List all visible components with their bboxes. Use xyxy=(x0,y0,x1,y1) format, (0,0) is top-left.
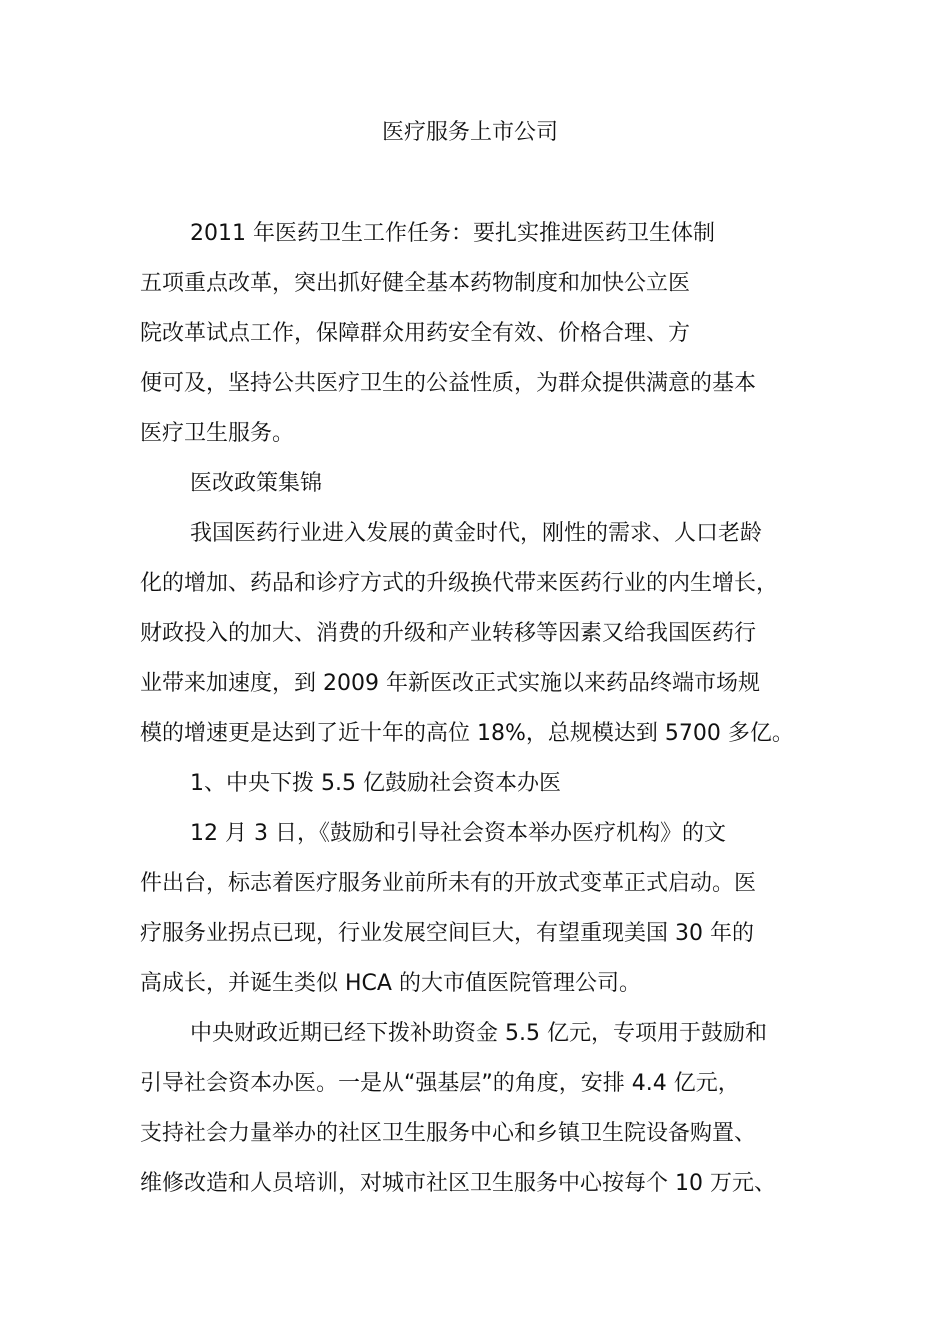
document-body xyxy=(140,209,820,1209)
paragraph-line: 医疗卫生服务。 xyxy=(140,421,295,446)
paragraph-line: 2011 年医药卫生工作任务：要扎实推进医药卫生体制 xyxy=(190,221,715,246)
paragraph-line: 院改革试点工作，保障群众用药安全有效、价格合理、方 xyxy=(140,321,691,346)
section-heading: 1、中央下拨 5.5 亿鼓励社会资本办医 xyxy=(190,771,561,796)
paragraph-line: 模的增速更是达到了近十年的高位 18%，总规模达到 5700 多亿。 xyxy=(140,721,794,746)
paragraph-line: 我国医药行业进入发展的黄金时代，刚性的需求、人口老龄 xyxy=(190,521,763,546)
paragraph-line: 件出台，标志着医疗服务业前所未有的开放式变革正式启动。医 xyxy=(140,871,757,896)
paragraph-line: 12 月 3 日，《鼓励和引导社会资本举办医疗机构》的文 xyxy=(190,821,726,846)
paragraph-line: 便可及，坚持公共医疗卫生的公益性质，为群众提供满意的基本 xyxy=(140,371,757,396)
section-heading: 医改政策集锦 xyxy=(190,471,323,496)
paragraph-line: 中央财政近期已经下拨补助资金 5.5 亿元，专项用于鼓励和 xyxy=(190,1021,767,1046)
paragraph-line: 支持社会力量举办的社区卫生服务中心和乡镇卫生院设备购置、 xyxy=(140,1121,757,1146)
paragraph-line: 高成长，并诞生类似 HCA 的大市值医院管理公司。 xyxy=(140,971,641,996)
paragraph-line: 维修改造和人员培训，对城市社区卫生服务中心按每个 10 万元、 xyxy=(140,1171,776,1196)
paragraph-line: 化的增加、药品和诊疗方式的升级换代带来医药行业的内生增长， xyxy=(140,571,779,596)
paragraph-line: 五项重点改革，突出抓好健全基本药物制度和加快公立医 xyxy=(140,271,691,296)
paragraph-line: 疗服务业拐点已现，行业发展空间巨大，有望重现美国 30 年的 xyxy=(140,921,754,946)
paragraph-line: 引导社会资本办医。一是从“强基层”的角度，安排 4.4 亿元， xyxy=(140,1071,740,1096)
paragraph-line: 业带来加速度，到 2009 年新医改正式实施以来药品终端市场规 xyxy=(140,671,760,696)
document-title: 医疗服务上市公司 xyxy=(381,120,558,145)
paragraph-line: 财政投入的加大、消费的升级和产业转移等因素又给我国医药行 xyxy=(140,621,757,646)
